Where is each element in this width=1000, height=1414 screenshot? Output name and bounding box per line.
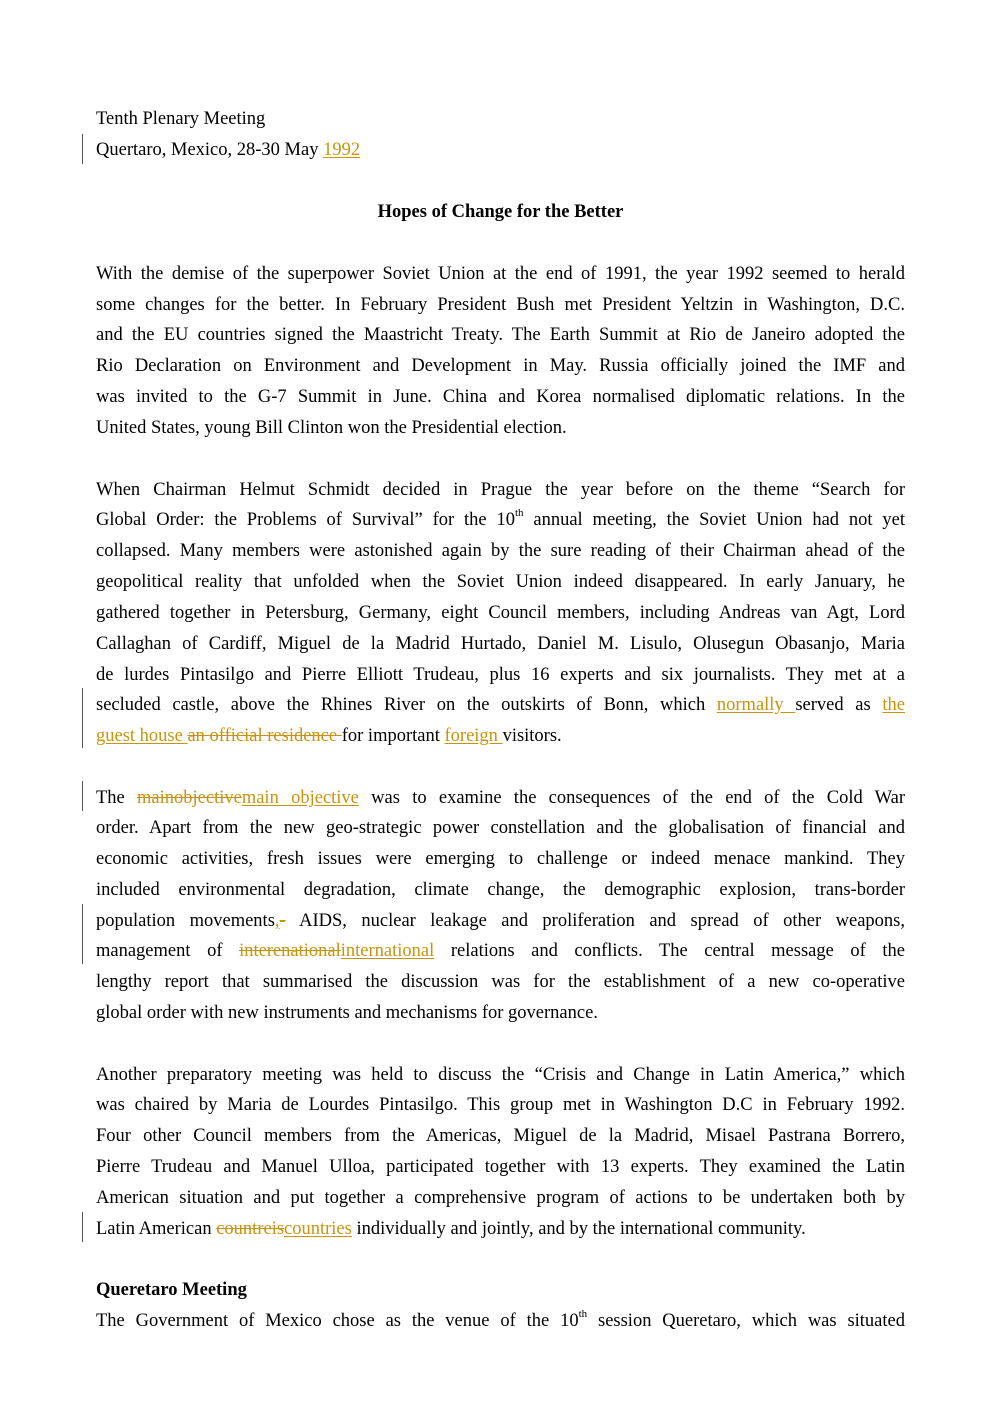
paragraph-4-line bbox=[96, 1218, 806, 1240]
deleted-text: mainobjective bbox=[137, 788, 242, 808]
deleted-text: - bbox=[279, 911, 286, 931]
inserted-text: 1992 bbox=[323, 140, 361, 160]
text-run: population movements bbox=[96, 911, 275, 931]
paragraph-2-line bbox=[96, 506, 905, 531]
inserted-text: main objective bbox=[241, 788, 359, 808]
text-run: secluded castle, above the Rhines River on the outskirts of Bonn, which bbox=[96, 695, 717, 715]
text-run: visitors. bbox=[502, 726, 562, 746]
text-run: served as bbox=[795, 695, 883, 715]
paragraph-1-line: With the demise of the superpower Soviet Union at the end of 1991, the year 1992 seemed to herald bbox=[96, 264, 905, 284]
paragraph-3-line: order. Apart from the new geo-strategic power constellation and the globalisation of financial and bbox=[96, 818, 905, 838]
deleted-text: countreis bbox=[216, 1219, 285, 1239]
meeting-location bbox=[96, 139, 360, 161]
paragraph-2-line: Callaghan of Cardiff, Miguel de la Madrid Hurtado, Daniel M. Lisulo, Olusegun Obasanjo, Maria bbox=[96, 634, 905, 654]
inserted-text: normally bbox=[716, 695, 796, 715]
paragraph-1-line: and the EU countries signed the Maastricht Treaty. The Earth Summit at Rio de Janeiro adopted the bbox=[96, 325, 905, 345]
paragraph-2-line: collapsed. Many members were astonished again by the sure reading of their Chairman ahead of the bbox=[96, 541, 905, 561]
inserted-text: guest house bbox=[96, 726, 188, 746]
paragraph-3-line: included environmental degradation, climate change, the demographic explosion, trans-border bbox=[96, 880, 905, 900]
text-run: The Government of Mexico chose as the venue of the 10 bbox=[96, 1311, 579, 1331]
inserted-text: international bbox=[340, 941, 435, 961]
paragraph-2-line: gathered together in Petersburg, Germany, eight Council members, including Andreas van Agt, Lord bbox=[96, 603, 905, 623]
change-bar bbox=[82, 688, 83, 748]
section-heading: Queretaro Meeting bbox=[96, 1280, 247, 1300]
paragraph-2-line bbox=[96, 694, 905, 716]
inserted-text: , bbox=[274, 911, 280, 931]
inserted-text: countries bbox=[284, 1219, 352, 1239]
text-run: for important bbox=[341, 726, 445, 746]
inserted-text: the bbox=[882, 695, 905, 715]
superscript: th bbox=[514, 506, 524, 519]
text-run: The bbox=[96, 788, 138, 808]
paragraph-3-line bbox=[96, 940, 905, 962]
paragraph-1-line: some changes for the better. In February President Bush met President Yeltzin in Washington, D.C. bbox=[96, 295, 905, 315]
paragraph-3-line: economic activities, fresh issues were emerging to challenge or indeed menace mankind. They bbox=[96, 849, 905, 869]
document-title: Hopes of Change for the Better bbox=[377, 202, 624, 222]
paragraph-4-line: was chaired by Maria de Lourdes Pintasilgo. This group met in Washington D.C in February 1992. bbox=[96, 1095, 905, 1115]
paragraph-1-line: United States, young Bill Clinton won the Presidential election. bbox=[96, 418, 567, 438]
text-run: management of bbox=[96, 941, 240, 961]
paragraph-3-line bbox=[96, 910, 905, 932]
text-run: was to examine the consequences of the end of the Cold War bbox=[358, 788, 905, 808]
paragraph-4-line: American situation and put together a comprehensive program of actions to be undertaken both by bbox=[96, 1188, 905, 1208]
paragraph-3-line: lengthy report that summarised the discussion was for the establishment of a new co-operative bbox=[96, 972, 905, 992]
text-run: Global Order: the Problems of Survival” for the 10 bbox=[96, 510, 515, 530]
meeting-label: Tenth Plenary Meeting bbox=[96, 109, 266, 129]
change-bar bbox=[82, 134, 83, 164]
change-bar bbox=[82, 904, 83, 964]
text-run: individually and jointly, and by the international community. bbox=[351, 1219, 806, 1239]
paragraph-4-line: Pierre Trudeau and Manuel Ulloa, participated together with 13 experts. They examined the Latin bbox=[96, 1157, 905, 1177]
text-run: Latin American bbox=[96, 1219, 217, 1239]
paragraph-3-line bbox=[96, 787, 905, 809]
text-run: session Queretaro, which was situated bbox=[587, 1311, 905, 1331]
change-bar bbox=[82, 781, 83, 811]
deleted-text: interenational bbox=[239, 941, 341, 961]
paragraph-1-line: Rio Declaration on Environment and Development in May. Russia officially joined the IMF and bbox=[96, 356, 905, 376]
location-text: Quertaro, Mexico, 28-30 May bbox=[96, 140, 324, 160]
paragraph-1-line: was invited to the G-7 Summit in June. China and Korea normalised diplomatic relations. In the bbox=[96, 387, 905, 407]
paragraph-4-line: Another preparatory meeting was held to discuss the “Crisis and Change in Latin America,” which bbox=[96, 1065, 905, 1085]
text-run: relations and conflicts. The central message of the bbox=[434, 941, 905, 961]
change-bar bbox=[82, 1212, 83, 1242]
paragraph-2-line bbox=[96, 725, 562, 747]
deleted-text: an official residence bbox=[187, 726, 342, 746]
text-run: annual meeting, the Soviet Union had not yet bbox=[523, 510, 905, 530]
text-run: AIDS, nuclear leakage and proliferation and spread of other weapons, bbox=[285, 911, 905, 931]
paragraph-4-line: Four other Council members from the Americas, Miguel de la Madrid, Misael Pastrana Borrero, bbox=[96, 1126, 905, 1146]
paragraph-2-line: When Chairman Helmut Schmidt decided in Prague the year before on the theme “Search for bbox=[96, 480, 905, 500]
paragraph-3-line: global order with new instruments and mechanisms for governance. bbox=[96, 1003, 598, 1023]
paragraph-2-line: geopolitical reality that unfolded when the Soviet Union indeed disappeared. In early January, he bbox=[96, 572, 905, 592]
paragraph-2-line: de lurdes Pintasilgo and Pierre Elliott Trudeau, plus 16 experts and six journalists. They met at a bbox=[96, 665, 905, 685]
section-2-line bbox=[96, 1307, 905, 1332]
inserted-text: foreign bbox=[444, 726, 503, 746]
superscript: th bbox=[578, 1307, 588, 1320]
